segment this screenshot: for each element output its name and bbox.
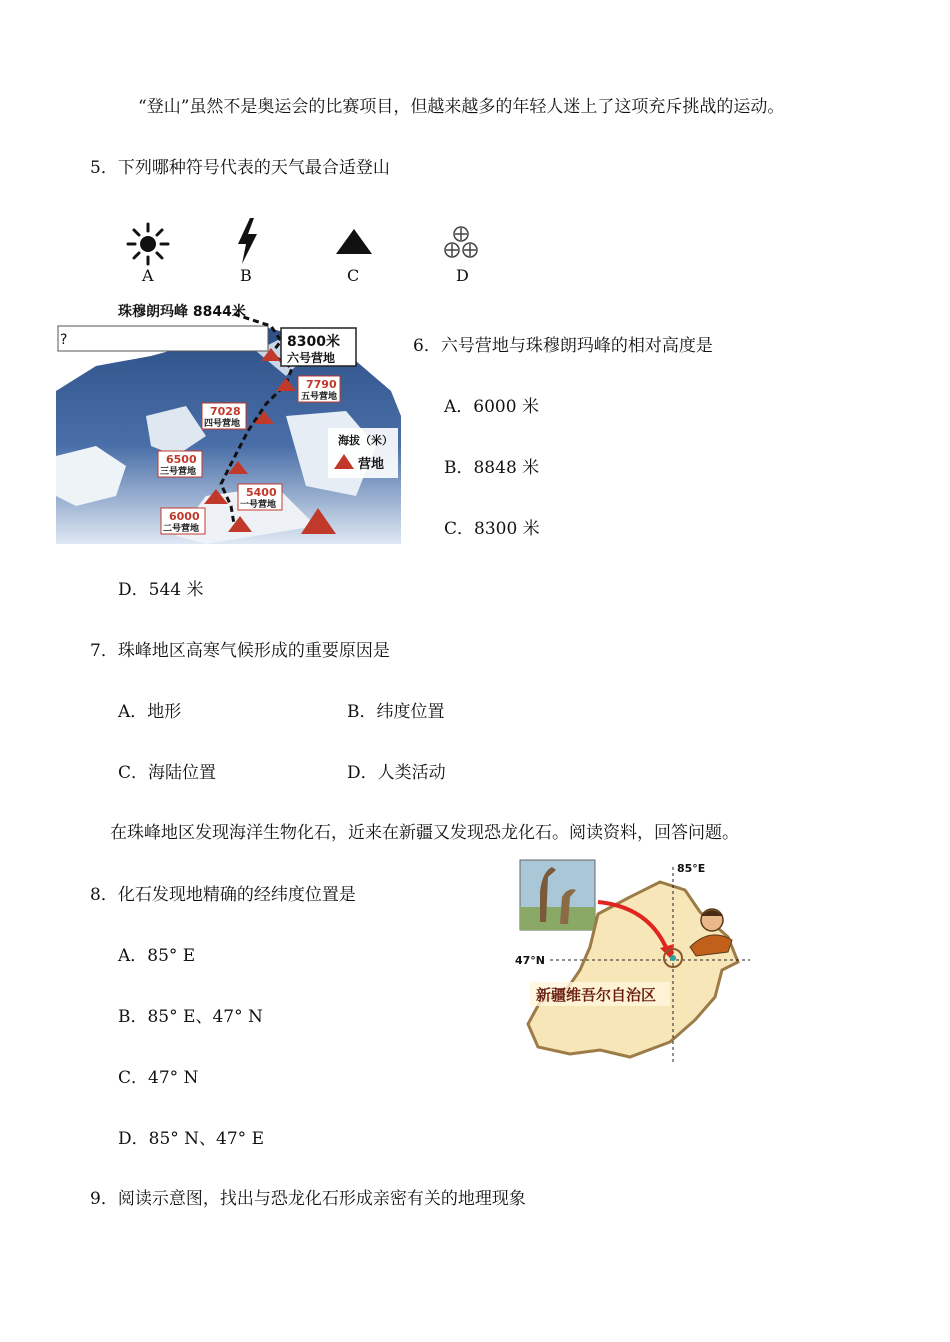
camp4-altitude: 7028 [210,405,241,418]
camp3-name: 三号营地 [160,467,197,477]
q7-option-a[interactable]: A．地形 [118,702,182,722]
lightning-icon[interactable] [232,216,262,266]
camp5-altitude: 7790 [306,378,337,391]
q8-option-c[interactable]: C．47° N [118,1068,199,1088]
passage-paragraph: 在珠峰地区发现海洋生物化石，近来在新疆又发现恐龙化石。阅读资料，回答问题。 [110,823,739,843]
region-name-label: 新疆维吾尔自治区 [536,986,657,1004]
q7-option-c[interactable]: C．海陆位置 [118,763,217,783]
q7-option-b[interactable]: B．纬度位置 [347,702,445,722]
camp2-altitude: 6000 [169,510,200,523]
camp1-altitude: 5400 [246,486,277,499]
camp6-name: 六号营地 [287,351,336,365]
question-mark: ? [60,332,68,348]
q8-option-a[interactable]: A．85° E [118,946,196,966]
q8-option-b[interactable]: B．85° E、47° N [118,1007,263,1027]
question-8-stem: 8．化石发现地精确的经纬度位置是 [90,885,356,905]
option-b-label: B [240,266,252,285]
camp2-name: 二号营地 [163,524,200,534]
camp5-name: 五号营地 [301,392,338,402]
xinjiang-fossil-map [510,852,755,1067]
q7-option-d[interactable]: D．人类活动 [347,763,446,783]
peak-title: 珠穆朗玛峰 8844米 [118,304,246,320]
q8-option-d[interactable]: D．85° N、47° E [118,1129,264,1149]
question-9-stem: 9．阅读示意图，找出与恐龙化石形成亲密有关的地理现象 [90,1189,526,1209]
option-a-label: A [142,266,154,285]
q6-option-a[interactable]: A．6000 米 [444,397,539,417]
q6-option-b[interactable]: B．8848 米 [444,458,540,478]
camp4-name: 四号营地 [204,419,241,429]
legend-camp: 营地 [358,457,385,472]
q6-option-c[interactable]: C．8300 米 [444,519,540,539]
question-5-stem: 5．下列哪种符号代表的天气最合适登山 [90,158,390,178]
longitude-label: 85°E [677,862,706,875]
option-d-label: D [456,266,469,285]
latitude-label: 47°N [515,954,546,967]
camp1-name: 一号营地 [240,500,277,510]
snowflake-icon[interactable] [438,224,484,264]
sun-icon[interactable] [124,220,172,268]
camp6-altitude: 8300米 [287,334,340,350]
option-c-label: C [347,266,360,285]
legend-altitude: 海拔（米） [338,434,393,447]
camp3-altitude: 6500 [166,453,197,466]
triangle-icon[interactable] [334,226,374,258]
question-7-stem: 7．珠峰地区高寒气候形成的重要原因是 [90,641,390,661]
question-6-stem: 6．六号营地与珠穆朗玛峰的相对高度是 [413,336,713,356]
everest-camps-map [56,296,401,544]
q6-option-d[interactable]: D．544 米 [118,580,204,600]
intro-paragraph: “登山”虽然不是奥运会的比赛项目，但越来越多的年轻人迷上了这项充斥挑战的运动。 [138,97,785,117]
